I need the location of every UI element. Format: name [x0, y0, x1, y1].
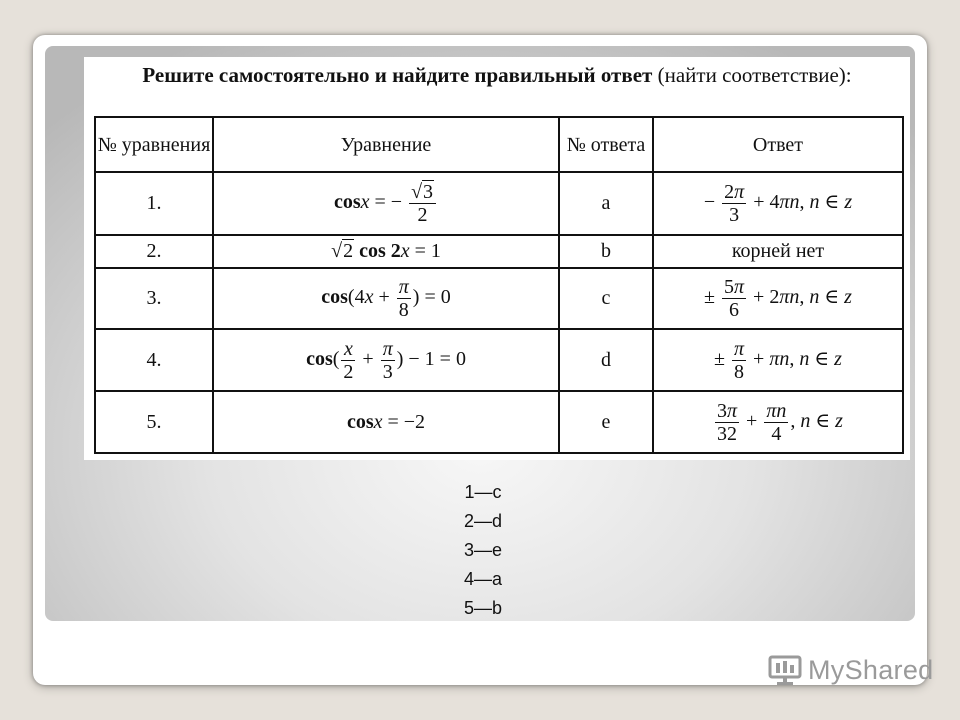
answer-formula: ± $\frac{5\pi}{6}$ + 2πn, n ∈ z [704, 276, 852, 321]
answer-key-item: 1—c [464, 482, 502, 502]
answer-cell: корней нет [653, 235, 903, 268]
table-row [95, 235, 903, 268]
task-image [84, 57, 910, 460]
task-heading [84, 62, 910, 88]
answer-letter: b [559, 235, 653, 268]
heading-normal: (найти соответствие): [657, 63, 852, 87]
equation-formula: cosx = − $\frac{√3}{2}$ [334, 191, 438, 213]
slide [33, 35, 934, 685]
eq-number: 1. [95, 172, 213, 235]
header-ans-num: № ответа [559, 117, 653, 172]
answer-formula: $\frac{3\pi}{32}$ + $\frac{\pi n}{4}$ , n ∈ z [717, 399, 843, 445]
answer-formula: ± $\frac{\pi}{8}$ + πn, n ∈ z [714, 337, 842, 383]
equation-cell [213, 268, 559, 329]
equation-formula: √2 cos 2x = 1 [331, 240, 441, 262]
equation-cell [213, 235, 559, 268]
answer-key-item: 2—d [463, 511, 503, 531]
table-row [95, 268, 903, 329]
equation-cell [213, 329, 559, 391]
answer-cell [653, 391, 903, 453]
content-panel [45, 46, 915, 621]
eq-number: 3. [95, 268, 213, 329]
equation-formula: cos(4x + $\frac{\pi}{8}$ ) = 0 [321, 276, 451, 321]
table-row [95, 172, 903, 235]
answer-key-item: 5—b [463, 598, 503, 618]
equation-formula: cos( $\frac{x}{2}$ + $\frac{\pi}{3}$ ) − 1 = 0 [306, 337, 466, 383]
equation-cell [213, 391, 559, 453]
answer-letter: d [559, 329, 653, 391]
equation-cell [213, 172, 559, 235]
header-answer: Ответ [653, 117, 903, 172]
answer-key-item: 3—e [463, 540, 503, 560]
presentation-icon [768, 654, 802, 686]
answer-cell [653, 329, 903, 391]
eq-number: 4. [95, 329, 213, 391]
table-row [95, 329, 903, 391]
answer-key-item: 4—a [463, 569, 503, 589]
logo-text: MyShared [808, 654, 934, 685]
table-header-row [95, 117, 903, 172]
table-row [95, 391, 903, 453]
answer-letter: a [559, 172, 653, 235]
heading-bold: Решите самостоятельно и найдите правильный ответ [142, 63, 653, 87]
equation-formula: cosx = −2 [346, 410, 426, 433]
answer-letter: c [559, 268, 653, 329]
matching-table [94, 116, 904, 454]
myshared-logo [768, 652, 933, 688]
answer-key [45, 478, 915, 623]
eq-number: 2. [95, 235, 213, 268]
answer-cell [653, 268, 903, 329]
header-eq-num: № уравнения [95, 117, 213, 172]
answer-letter: e [559, 391, 653, 453]
answer-formula: − $\frac{2\pi}{3}$ + 4πn, n ∈ z [703, 181, 853, 226]
eq-number: 5. [95, 391, 213, 453]
answer-cell [653, 172, 903, 235]
header-equation: Уравнение [213, 117, 559, 172]
